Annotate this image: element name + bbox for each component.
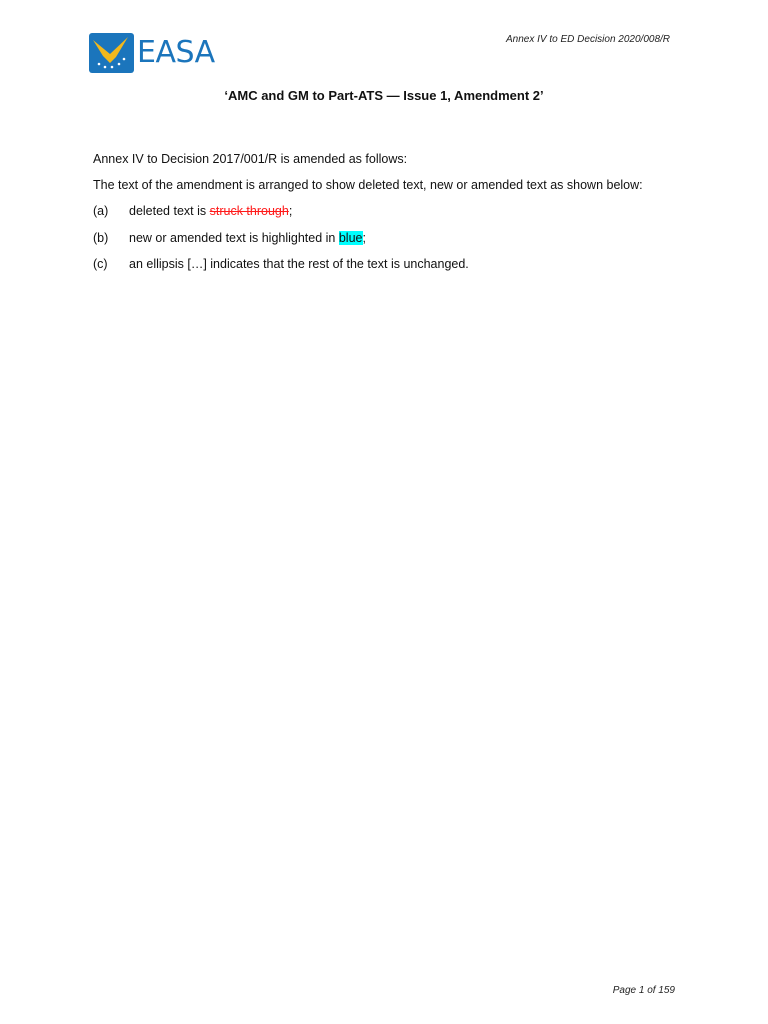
list-item-text-after: ;: [288, 204, 293, 218]
list-item: [93, 202, 693, 220]
arrangement-paragraph: The text of the amendment is arranged to show deleted text, new or amended text as shown below:: [93, 178, 643, 192]
list-item-text-before: deleted text is: [129, 204, 210, 218]
easa-bird-icon: [89, 33, 134, 73]
list-item: [93, 229, 693, 247]
strikethrough-sample: struck through: [209, 204, 289, 218]
list-item-text-before: new or amended text is highlighted in: [129, 230, 339, 245]
list-item-marker: (b): [93, 230, 109, 245]
document-title: ‘AMC and GM to Part-ATS — Issue 1, Amendment 2’: [224, 88, 544, 103]
list-item-text-after: ;: [362, 230, 366, 245]
easa-logo: [89, 33, 215, 73]
list-item-text: [129, 202, 292, 220]
intro-paragraph: Annex IV to Decision 2017/001/R is amended as follows:: [93, 152, 408, 166]
highlight-sample: blue: [338, 230, 363, 245]
list-item: [93, 255, 693, 273]
list-item-marker: (a): [93, 204, 109, 218]
list-item-text: an ellipsis […] indicates that the rest of the text is unchanged.: [129, 257, 469, 271]
document-body: [93, 150, 693, 282]
document-reference: Annex IV to ED Decision 2020/008/R: [506, 34, 670, 45]
page-number: Page 1 of 159: [612, 985, 675, 996]
list-item-marker: (c): [93, 257, 108, 271]
logo-wordmark: EASA: [137, 35, 215, 70]
list-item-text: [129, 229, 366, 247]
